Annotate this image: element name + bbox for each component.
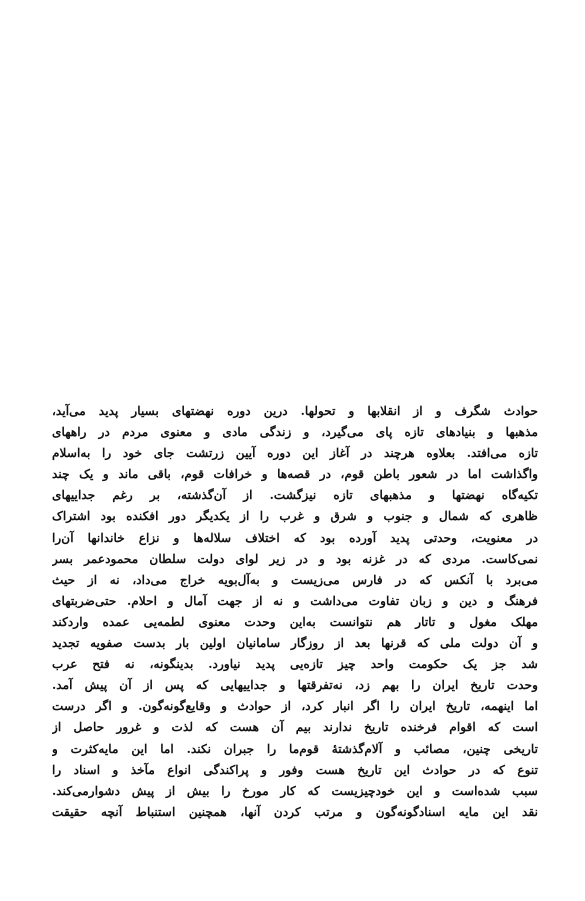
text-line: واگذاشت اما در شعور باطن قوم، در قصه‌ها و خرافات قوم، باقی ماند و یک چند bbox=[52, 467, 538, 482]
text-line: مهلک مغول و تاتار هم نتوانست به‌این وحدت معنوی لطمه‌یی عمده واردکند bbox=[52, 614, 538, 629]
text-line: تاریخی چنین، مصائب و آلام‌گذشتهٔ قوم‌ما را جبران نکند. اما این مایه‌کثرت و bbox=[52, 741, 538, 756]
text-line: و آن دولت ملی که قرنها بعد از روزگار سامانیان اولین بار بدست صفویه تجدید bbox=[52, 636, 538, 651]
text-line: نمی‌کاست. مردی که در غزنه بود و در زیر لوای دولت سلطان محمودعمر بسر bbox=[52, 551, 538, 566]
text-line: سبب شده‌است و این خودچیزیست که کار مورخ را بیش از پیش دشوارمی‌کند. bbox=[52, 783, 538, 798]
text-line: است که اقوام فرخنده تاریخ ندارند بیم آن هست که لذت و غرور حاصل از bbox=[52, 720, 538, 735]
text-line: اما اینهمه، تاریخ ایران را اگر انبار کرد، از حوادث و وقایع‌گونه‌گون. و اگر درست bbox=[52, 699, 538, 714]
text-line: می‌برد با آنکس که در فارس می‌زیست و به‌آل‌بویه خراج می‌داد، نه از حیث bbox=[52, 572, 538, 587]
text-line: شد جز یک حکومت واحد چیز تازه‌یی پدید نیاورد. بدینگونه، نه فتح عرب bbox=[52, 657, 538, 672]
text-line: ظاهری که شمال و جنوب و شرق و غرب را از یکدیگر دور افکنده بود اشتراک bbox=[52, 509, 538, 524]
text-line: در معنویت، وحدتی پدید آورده بود که اختلاف سلاله‌ها و نزاع خاندانها آن‌را bbox=[52, 530, 538, 545]
body-paragraph bbox=[52, 401, 538, 823]
text-line: تکیه‌گاه نهضتها و مذهبهای تازه نیزگشت. از آن‌گذشته، بر رغم جداییهای bbox=[52, 488, 538, 503]
text-line: حوادث شگرف و از انقلابها و تحولها. درین دوره نهضتهای بسیار پدید می‌آید، bbox=[52, 404, 538, 418]
text-line: تازه می‌افتد. بعلاوه هرچند در آغاز این دوره آیین زرتشت جای خود را به‌اسلام bbox=[52, 446, 538, 461]
text-line: فرهنگ و دین و زبان تفاوت می‌داشت و نه از جهت آمال و احلام. حتی‌ضربتهای bbox=[52, 593, 538, 608]
text-line: وحدت تاریخ ایران را بهم زد، نه‌تفرقتها و جداییهایی که پس از آن پیش آمد. bbox=[52, 678, 538, 693]
text-line: مذهبها و بنیادهای تازه پای می‌گیرد، و زندگی مادی و معنوی مردم در راههای bbox=[52, 425, 538, 440]
text-line: تنوع که در حوادث این تاریخ هست وفور و پراکندگی انواع مآخذ و اسناد را bbox=[52, 762, 538, 777]
text-line: نقد این مایه اسنادگونه‌گون و مرتب کردن آنها، همچنین استنباط آنچه حقیقت bbox=[52, 804, 538, 819]
